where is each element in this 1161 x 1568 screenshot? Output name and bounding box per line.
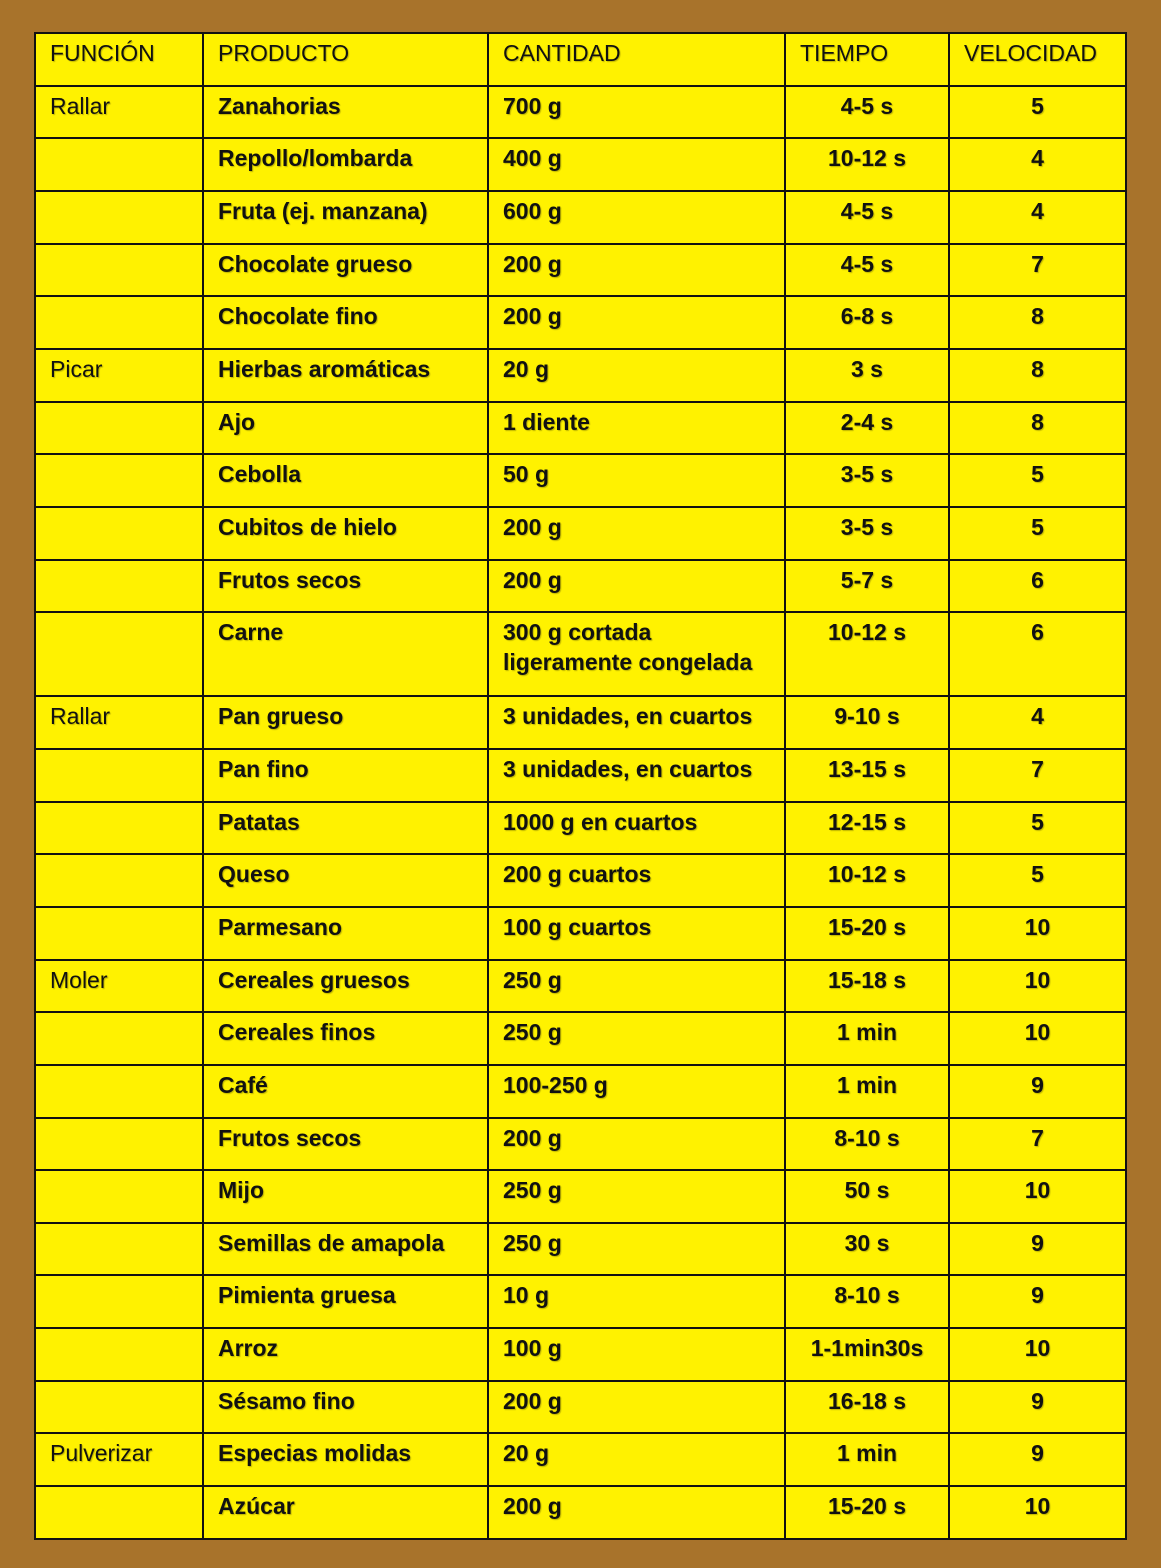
row-velocidad: 4 — [949, 696, 1126, 749]
row-funcion: Moler — [35, 960, 203, 1013]
table-header-row — [35, 33, 1126, 86]
row-producto: Pan fino — [203, 749, 488, 802]
table-row — [35, 907, 1126, 960]
row-velocidad: 5 — [949, 802, 1126, 855]
header-cantidad: CANTIDAD — [488, 33, 785, 86]
row-funcion — [35, 1012, 203, 1065]
row-cantidad: 3 unidades, en cuartos — [488, 696, 785, 749]
row-tiempo: 1 min — [785, 1012, 949, 1065]
row-velocidad: 6 — [949, 560, 1126, 613]
row-tiempo: 13-15 s — [785, 749, 949, 802]
row-cantidad: 50 g — [488, 454, 785, 507]
table-row — [35, 507, 1126, 560]
row-funcion — [35, 1065, 203, 1118]
row-tiempo: 3-5 s — [785, 507, 949, 560]
row-tiempo: 4-5 s — [785, 244, 949, 297]
row-velocidad: 10 — [949, 1170, 1126, 1223]
row-tiempo: 1 min — [785, 1065, 949, 1118]
header-velocidad: VELOCIDAD — [949, 33, 1126, 86]
table-row — [35, 86, 1126, 139]
table-row — [35, 749, 1126, 802]
table-row — [35, 244, 1126, 297]
row-tiempo: 15-20 s — [785, 907, 949, 960]
row-tiempo: 1 min — [785, 1433, 949, 1486]
table-row — [35, 960, 1126, 1013]
row-cantidad: 3 unidades, en cuartos — [488, 749, 785, 802]
row-cantidad: 400 g — [488, 138, 785, 191]
table-body — [35, 86, 1126, 1539]
row-funcion: Rallar — [35, 86, 203, 139]
row-velocidad: 5 — [949, 86, 1126, 139]
row-cantidad: 600 g — [488, 191, 785, 244]
row-producto: Chocolate fino — [203, 296, 488, 349]
row-funcion: Pulverizar — [35, 1433, 203, 1486]
row-velocidad: 5 — [949, 507, 1126, 560]
row-producto: Mijo — [203, 1170, 488, 1223]
row-funcion — [35, 454, 203, 507]
table-row — [35, 560, 1126, 613]
row-funcion — [35, 507, 203, 560]
row-cantidad: 200 g — [488, 1486, 785, 1539]
table-row — [35, 138, 1126, 191]
table-row — [35, 296, 1126, 349]
row-funcion — [35, 802, 203, 855]
row-tiempo: 9-10 s — [785, 696, 949, 749]
row-producto: Frutos secos — [203, 560, 488, 613]
row-producto: Pimienta gruesa — [203, 1275, 488, 1328]
row-funcion — [35, 907, 203, 960]
table-row — [35, 1170, 1126, 1223]
header-tiempo: TIEMPO — [785, 33, 949, 86]
row-producto: Arroz — [203, 1328, 488, 1381]
table-row — [35, 1381, 1126, 1434]
table-row — [35, 1486, 1126, 1539]
row-tiempo: 10-12 s — [785, 854, 949, 907]
row-cantidad: 200 g — [488, 244, 785, 297]
row-cantidad: 20 g — [488, 349, 785, 402]
row-cantidad: 250 g — [488, 1223, 785, 1276]
row-tiempo: 8-10 s — [785, 1275, 949, 1328]
row-velocidad: 9 — [949, 1433, 1126, 1486]
row-velocidad: 6 — [949, 612, 1126, 696]
table-row — [35, 696, 1126, 749]
table-row — [35, 1433, 1126, 1486]
row-producto: Hierbas aromáticas — [203, 349, 488, 402]
row-tiempo: 12-15 s — [785, 802, 949, 855]
row-producto: Café — [203, 1065, 488, 1118]
row-producto: Queso — [203, 854, 488, 907]
table-row — [35, 612, 1126, 696]
row-tiempo: 50 s — [785, 1170, 949, 1223]
row-velocidad: 9 — [949, 1381, 1126, 1434]
row-cantidad: 200 g — [488, 296, 785, 349]
table-row — [35, 1275, 1126, 1328]
row-funcion — [35, 1223, 203, 1276]
row-funcion — [35, 1486, 203, 1539]
row-funcion — [35, 1118, 203, 1171]
row-producto: Pan grueso — [203, 696, 488, 749]
row-velocidad: 10 — [949, 960, 1126, 1013]
header-producto: PRODUCTO — [203, 33, 488, 86]
row-producto: Zanahorias — [203, 86, 488, 139]
row-cantidad: 10 g — [488, 1275, 785, 1328]
row-cantidad: 200 g cuartos — [488, 854, 785, 907]
row-velocidad: 5 — [949, 454, 1126, 507]
row-funcion — [35, 1170, 203, 1223]
table-row — [35, 454, 1126, 507]
row-velocidad: 7 — [949, 749, 1126, 802]
row-velocidad: 9 — [949, 1223, 1126, 1276]
row-funcion — [35, 138, 203, 191]
row-velocidad: 10 — [949, 907, 1126, 960]
row-producto: Cebolla — [203, 454, 488, 507]
row-cantidad: 700 g — [488, 86, 785, 139]
row-funcion — [35, 402, 203, 455]
row-tiempo: 4-5 s — [785, 86, 949, 139]
row-producto: Semillas de amapola — [203, 1223, 488, 1276]
row-cantidad: 300 g cortada ligeramente congelada — [488, 612, 785, 696]
row-funcion — [35, 244, 203, 297]
row-tiempo: 1-1min30s — [785, 1328, 949, 1381]
table-row — [35, 349, 1126, 402]
row-funcion: Picar — [35, 349, 203, 402]
row-tiempo: 15-20 s — [785, 1486, 949, 1539]
row-producto: Cubitos de hielo — [203, 507, 488, 560]
row-velocidad: 4 — [949, 191, 1126, 244]
row-producto: Parmesano — [203, 907, 488, 960]
row-producto: Patatas — [203, 802, 488, 855]
row-velocidad: 5 — [949, 854, 1126, 907]
row-velocidad: 9 — [949, 1275, 1126, 1328]
row-cantidad: 200 g — [488, 1381, 785, 1434]
row-funcion — [35, 749, 203, 802]
row-velocidad: 7 — [949, 1118, 1126, 1171]
table-row — [35, 1223, 1126, 1276]
row-velocidad: 8 — [949, 402, 1126, 455]
row-tiempo: 2-4 s — [785, 402, 949, 455]
table-row — [35, 854, 1126, 907]
row-funcion — [35, 1275, 203, 1328]
row-cantidad: 100 g — [488, 1328, 785, 1381]
row-funcion: Rallar — [35, 696, 203, 749]
row-velocidad: 8 — [949, 296, 1126, 349]
row-producto: Repollo/lombarda — [203, 138, 488, 191]
row-funcion — [35, 854, 203, 907]
row-producto: Ajo — [203, 402, 488, 455]
row-tiempo: 10-12 s — [785, 612, 949, 696]
row-funcion — [35, 1381, 203, 1434]
row-funcion — [35, 560, 203, 613]
row-producto: Frutos secos — [203, 1118, 488, 1171]
table-row — [35, 402, 1126, 455]
row-producto: Azúcar — [203, 1486, 488, 1539]
row-funcion — [35, 191, 203, 244]
row-cantidad: 1 diente — [488, 402, 785, 455]
row-producto: Fruta (ej. manzana) — [203, 191, 488, 244]
row-cantidad: 200 g — [488, 507, 785, 560]
row-producto: Cereales finos — [203, 1012, 488, 1065]
row-tiempo: 16-18 s — [785, 1381, 949, 1434]
row-cantidad: 200 g — [488, 560, 785, 613]
row-producto: Especias molidas — [203, 1433, 488, 1486]
row-velocidad: 10 — [949, 1486, 1126, 1539]
row-tiempo: 8-10 s — [785, 1118, 949, 1171]
table-row — [35, 1065, 1126, 1118]
row-cantidad: 200 g — [488, 1118, 785, 1171]
row-producto: Chocolate grueso — [203, 244, 488, 297]
row-velocidad: 8 — [949, 349, 1126, 402]
row-velocidad: 9 — [949, 1065, 1126, 1118]
row-tiempo: 4-5 s — [785, 191, 949, 244]
row-tiempo: 6-8 s — [785, 296, 949, 349]
row-cantidad: 100 g cuartos — [488, 907, 785, 960]
table-row — [35, 1012, 1126, 1065]
row-funcion — [35, 296, 203, 349]
row-cantidad: 250 g — [488, 1170, 785, 1223]
header-funcion: FUNCIÓN — [35, 33, 203, 86]
row-producto: Cereales gruesos — [203, 960, 488, 1013]
table-row — [35, 191, 1126, 244]
row-funcion — [35, 612, 203, 696]
row-tiempo: 3 s — [785, 349, 949, 402]
row-cantidad: 250 g — [488, 960, 785, 1013]
settings-table-container — [34, 32, 1125, 1540]
row-tiempo: 15-18 s — [785, 960, 949, 1013]
row-tiempo: 30 s — [785, 1223, 949, 1276]
processing-settings-table — [34, 32, 1127, 1540]
row-cantidad: 250 g — [488, 1012, 785, 1065]
row-velocidad: 10 — [949, 1328, 1126, 1381]
row-velocidad: 10 — [949, 1012, 1126, 1065]
row-velocidad: 4 — [949, 138, 1126, 191]
row-funcion — [35, 1328, 203, 1381]
table-row — [35, 1118, 1126, 1171]
row-tiempo: 5-7 s — [785, 560, 949, 613]
row-velocidad: 7 — [949, 244, 1126, 297]
table-row — [35, 802, 1126, 855]
row-tiempo: 3-5 s — [785, 454, 949, 507]
row-producto: Sésamo fino — [203, 1381, 488, 1434]
table-row — [35, 1328, 1126, 1381]
row-tiempo: 10-12 s — [785, 138, 949, 191]
row-cantidad: 1000 g en cuartos — [488, 802, 785, 855]
row-cantidad: 100-250 g — [488, 1065, 785, 1118]
row-cantidad: 20 g — [488, 1433, 785, 1486]
row-producto: Carne — [203, 612, 488, 696]
